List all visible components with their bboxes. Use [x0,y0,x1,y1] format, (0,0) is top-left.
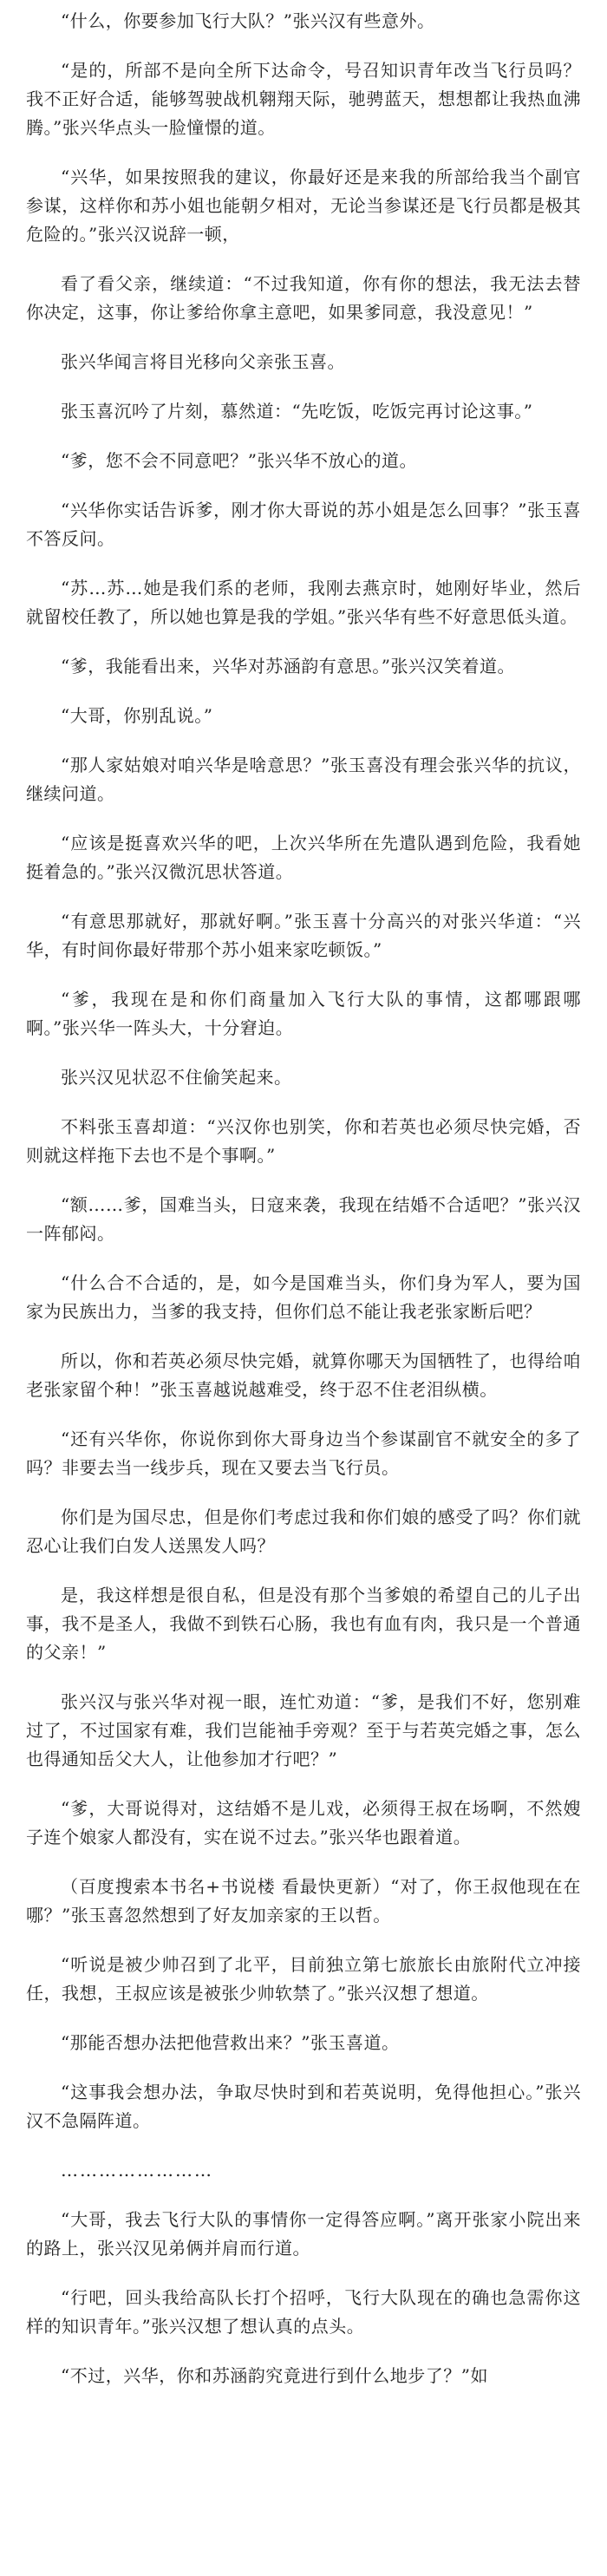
paragraph-14: “有意思那就好，那就好啊。”张玉喜十分高兴的对张兴华道：“兴华，有时间你最好带那个苏小姐来家吃顿饭。” [26,911,581,960]
paragraph-6: 张玉喜沉吟了片刻，慕然道：“先吃饭，吃饭完再讨论这事。” [61,401,533,422]
paragraph-19: “什么合不合适的，是，如今是国难当头，你们身为军人，要为国家为民族出力，当爹的我支持，但你们总不能让我老张家断后吧？ [26,1272,581,1322]
paragraph-27: “听说是被少帅召到了北平，目前独立第七旅旅长由旅附代立冲接任，我想，王叔应该是被张少帅软禁了。”张兴汉想了想道。 [26,1954,581,2004]
paragraph-29: “这事我会想办法，争取尽快时到和若英说明，免得他担心。”张兴汉不急隔阵道。 [26,2082,581,2131]
paragraph-26: （百度搜索本书名+书说楼 看最快更新）“对了，你王叔他现在在哪？”张玉喜忽然想到了好友加亲家的王以哲。 [26,1876,581,1925]
paragraph-21: “还有兴华你，你说你到你大哥身边当个参谋副官不就安全的多了吗？非要去当一线步兵，现在又要去当飞行员。 [26,1429,581,1478]
paragraph-9: “苏…苏…她是我们系的老师，我刚去燕京时，她刚好毕业，然后就留校任教了，所以她也算是我的学姐。”张兴华有些不好意思低头道。 [26,578,581,627]
paragraph-20: 所以，你和若英必须尽快完婚，就算你哪天为国牺牲了，也得给咱老张家留个种！”张玉喜越说越难受，终于忍不住老泪纵横。 [26,1350,581,1400]
paragraph-24: 张兴汉与张兴华对视一眼，连忙劝道：“爹，是我们不好，您别难过了，不过国家有难，我们岂能袖手旁观？至于与若英完婚之事，怎么也得通知岳父大人，让他参加才行吧？” [26,1691,581,1769]
paragraph-4: 看了看父亲，继续道：“不过我知道，你有你的想法，我无法去替你决定，这事，你让爹给你拿主意吧，如果爹同意，我没意见！” [26,273,581,323]
paragraph-31: “大哥，我去飞行大队的事情你一定得答应啊。”离开张家小院出来的路上，张兴汉见弟俩并肩而行道。 [26,2209,581,2259]
paragraph-32: “行吧，回头我给高队长打个招呼，飞行大队现在的确也急需你这样的知识青年。”张兴汉想了想认真的点头。 [26,2287,581,2337]
paragraph-25: “爹，大哥说得对，这结婚不是儿戏，必须得王叔在场啊，不然嫂子连个娘家人都没有，实在说不过去。”张兴华也跟着道。 [26,1798,581,1847]
paragraph-10: “爹，我能看出来，兴华对苏涵韵有意思。”张兴汉笑着道。 [61,656,515,677]
paragraph-17: 不料张玉喜却道：“兴汉你也别笑，你和若英也必须尽快完婚，否则就这样拖下去也不是个事啊。” [26,1116,581,1166]
scene-separator: …………………… [61,2160,213,2180]
paragraph-16: 张兴汉见状忍不住偷笑起来。 [61,1067,292,1088]
paragraph-8: “兴华你实话告诉爹，刚才你大哥说的苏小姐是怎么回事？”张玉喜不答反问。 [26,500,581,549]
paragraph-11: “大哥，你别乱说。” [61,705,213,726]
paragraph-3: “兴华，如果按照我的建议，你最好还是来我的所部给我当个副官参谋，这样你和苏小姐也能朝夕相对，无论当参谋还是飞行员都是极其危险的。”张兴汉说辞一顿， [26,167,581,245]
paragraph-1: “什么，你要参加飞行大队？”张兴汉有些意外。 [61,10,435,31]
paragraph-28: “那能否想办法把他营救出来？”张玉喜道。 [61,2032,400,2053]
paragraph-7: “爹，您不会不同意吧？”张兴华不放心的道。 [61,450,417,471]
paragraph-33: “不过，兴华，你和苏涵韵究竟进行到什么地步了？”如 [61,2365,488,2386]
paragraph-2: “是的，所部不是向全所下达命令，号召知识青年改当飞行员吗？我不正好合适，能够驾驶战机翱翔天际，驰骋蓝天，想想都让我热血沸腾。”张兴华点头一脸憧憬的道。 [26,60,581,138]
paragraph-12: “那人家姑娘对咱兴华是啥意思？”张玉喜没有理会张兴华的抗议，继续问道。 [26,755,581,804]
paragraph-13: “应该是挺喜欢兴华的吧，上次兴华所在先遣队遇到危险，我看她挺着急的。”张兴汉微沉思状答道。 [26,833,581,882]
paragraph-15: “爹，我现在是和你们商量加入飞行大队的事情，这都哪跟哪啊。”张兴华一阵头大，十分窘迫。 [26,989,581,1038]
paragraph-5: 张兴华闻言将目光移向父亲张玉喜。 [61,351,345,372]
paragraph-23: 是，我这样想是很自私，但是没有那个当爹娘的希望自己的儿子出事，我不是圣人，我做不到铁石心肠，我也有血有肉，我只是一个普通的父亲！” [26,1585,581,1663]
paragraph-22: 你们是为国尽忠，但是你们考虑过我和你们娘的感受了吗？你们就忍心让我们白发人送黑发人吗？ [26,1507,581,1556]
paragraph-18: “额……爹，国难当头，日寇来袭，我现在结婚不合适吧？”张兴汉一阵郁闷。 [26,1194,581,1244]
